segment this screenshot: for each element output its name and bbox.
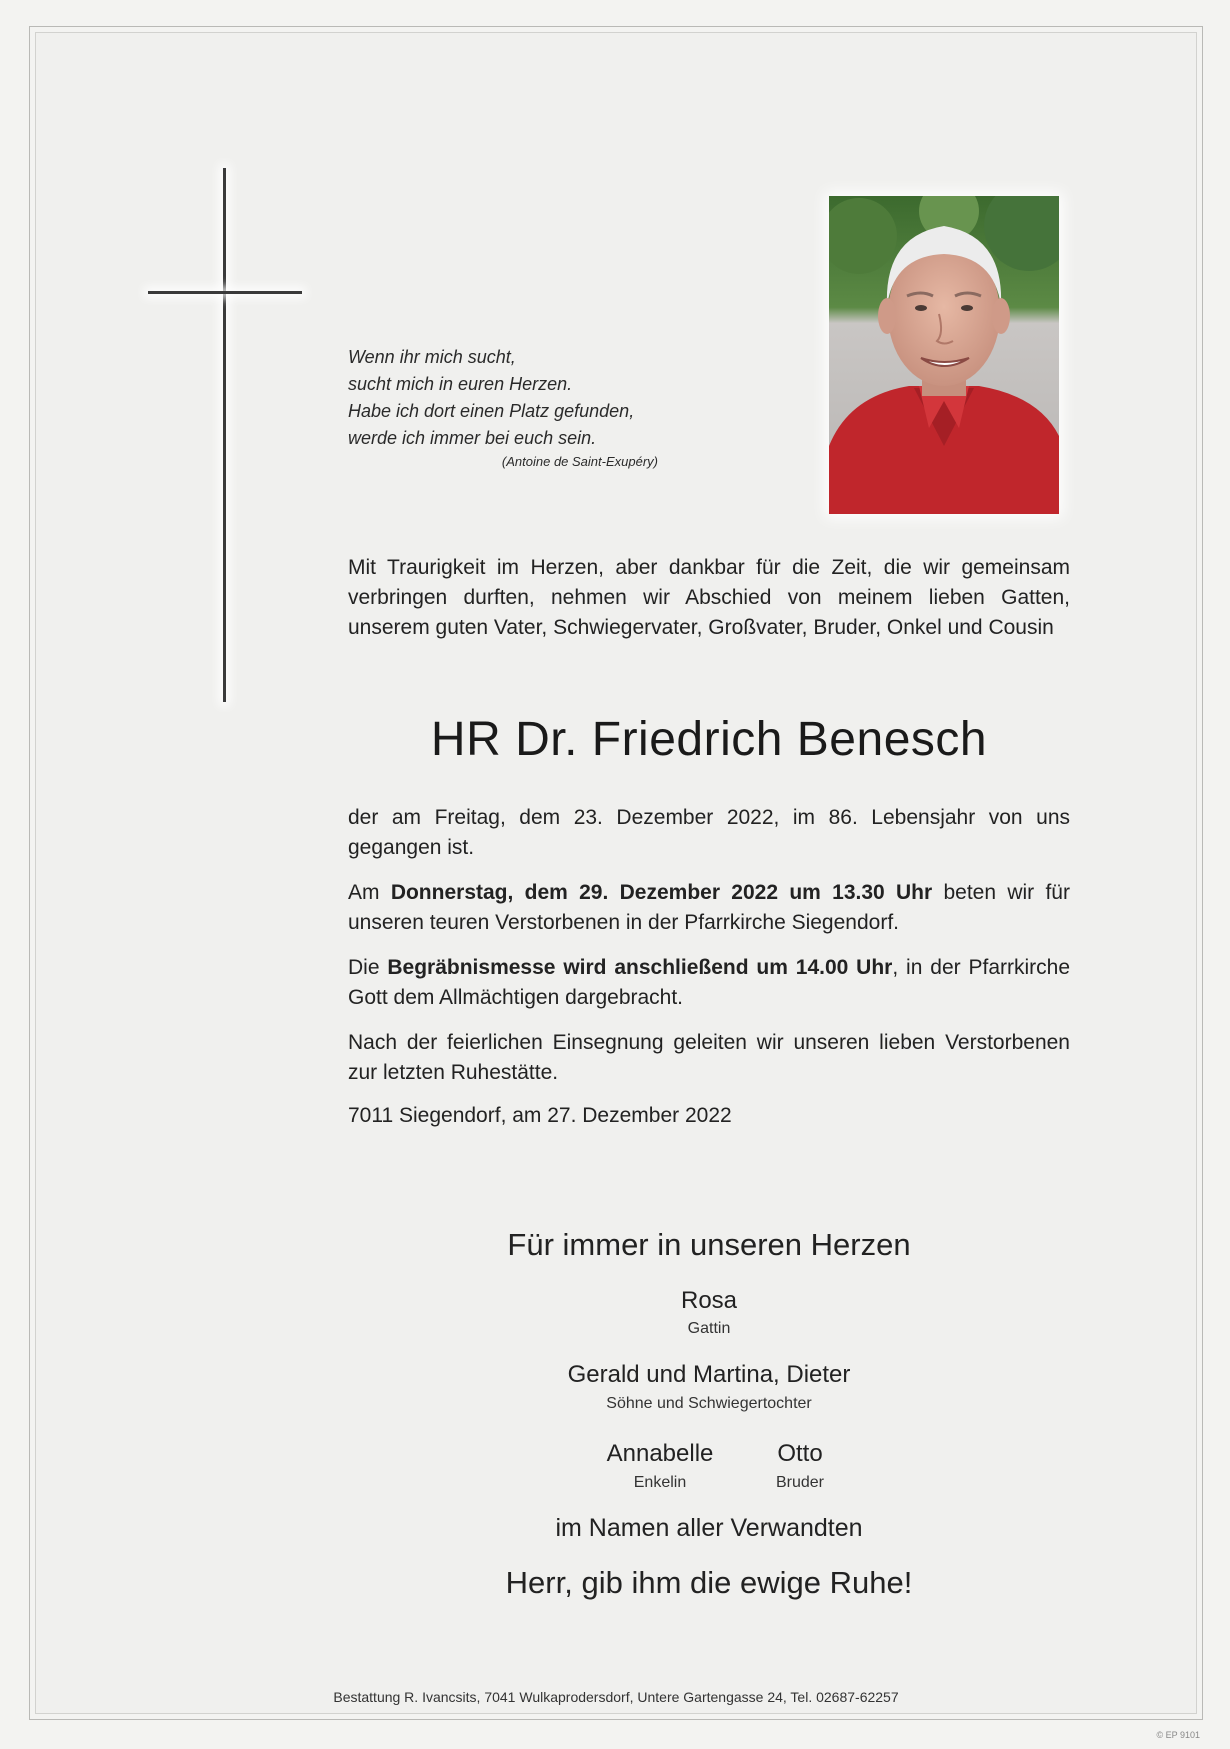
mourner-name: Rosa <box>680 1287 738 1314</box>
quote-author: (Antoine de Saint-Exupéry) <box>501 454 658 469</box>
quote-line: werde ich immer bei euch sein. <box>348 428 597 448</box>
place-date: 7011 Siegendorf, am 27. Dezember 2022 <box>348 1104 732 1127</box>
cross-icon-bar <box>148 291 302 294</box>
mourner-name: Annabelle <box>606 1440 714 1467</box>
mass-post: , in der Pfarrkirche Gott dem Allmächtigen dargebracht. <box>348 956 1070 1009</box>
mourner-role: Gattin <box>687 1320 731 1337</box>
cross-icon <box>223 168 226 702</box>
burial-text: Nach der feierlichen Einsegnung geleiten wir unseren lieben Verstorbenen zur letzten Ruhestätte. <box>348 1031 1070 1084</box>
mourners-title: Für immer in unseren Herzen <box>507 1227 911 1262</box>
memorial-quote <box>348 344 668 472</box>
death-notice: der am Freitag, dem 23. Dezember 2022, im 86. Lebensjahr von uns gegangen ist. <box>348 806 1070 859</box>
mourner-name: Otto <box>777 1440 823 1467</box>
mass-pre: Die <box>348 956 388 979</box>
mourner-role: Söhne und Schwiegertochter <box>606 1395 812 1412</box>
undertaker-footer: Bestattung R. Ivancsits, 7041 Wulkaprodersdorf, Untere Gartengasse 24, Tel. 02687-62257 <box>333 1689 899 1705</box>
portrait-photo <box>829 196 1059 514</box>
funeral-mass-text <box>348 953 1070 1013</box>
mourner-role: Enkelin <box>633 1474 687 1491</box>
quote-line: Habe ich dort einen Platz gefunden, <box>348 401 635 421</box>
quote-line: Wenn ihr mich sucht, <box>348 347 516 367</box>
mass-time: Begräbnismesse wird anschließend um 14.00 Uhr <box>387 956 893 979</box>
mourner-name: Gerald und Martina, Dieter <box>567 1361 851 1388</box>
prayer-service-date: Donnerstag, dem 29. Dezember 2022 um 13.30 Uhr <box>390 881 933 904</box>
prayer-service-text <box>348 878 1070 938</box>
quote-line: sucht mich in euren Herzen. <box>348 374 573 394</box>
intro-text: Mit Traurigkeit im Herzen, aber dankbar für die Zeit, die wir gemeinsam verbringen durften, nehmen wir Abschied von meinem lieben Gatten, unserem guten Vater, Schwiegervater, Großvater, Bruder, Onkel und Cousin <box>348 556 1070 639</box>
prayer-service-pre: Am <box>348 881 391 904</box>
deceased-name: HR Dr. Friedrich Benesch <box>430 713 988 766</box>
prayer-service-post: beten wir für unseren teuren Verstorbenen in der Pfarrkirche Siegendorf. <box>348 881 1070 934</box>
relatives-text: im Namen aller Verwandten <box>555 1514 863 1542</box>
mourner-role: Bruder <box>775 1474 825 1491</box>
form-code: © EP 9101 <box>1156 1730 1200 1740</box>
closing-prayer: Herr, gib ihm die ewige Ruhe! <box>505 1565 913 1600</box>
